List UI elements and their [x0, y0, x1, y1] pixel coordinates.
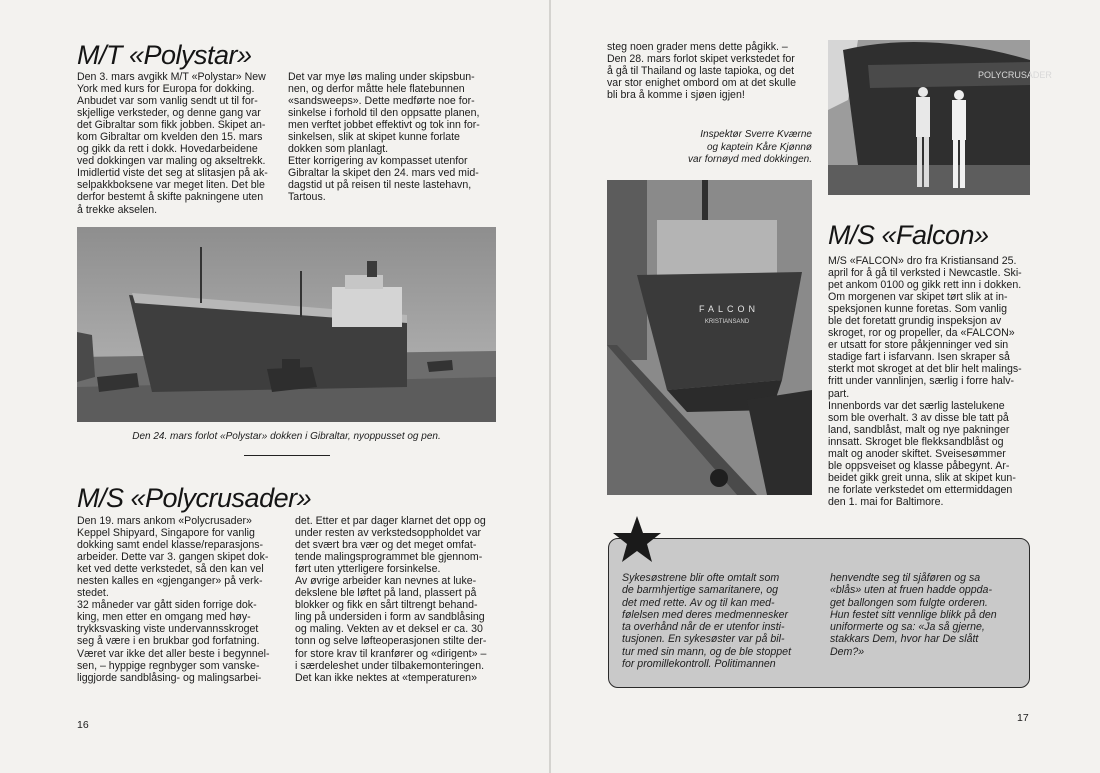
polystar-photo-caption: Den 24. mars forlot «Polystar» dokken i Gibraltar, nyoppusset og pen. — [132, 431, 441, 442]
falcon-photo — [607, 180, 812, 495]
page-number-left: 16 — [77, 719, 89, 731]
falcon-hull-port: KRISTIANSAND — [704, 319, 750, 325]
polystar-photo — [77, 227, 496, 422]
inspector-photo-caption: Inspektør Sverre Kværne og kaptein Kåre Kjønnø var fornøyd med dokkingen. — [688, 129, 812, 165]
page-number-right: 17 — [1017, 712, 1029, 724]
falcon-title: M/S «Falcon» — [828, 220, 989, 250]
anecdote-text-column-2: henvendte seg til sjåføren og sa «blås» uten at fruen hadde oppda- get ballongen som fulgte orderen. Hun festet sitt vennlige blikk på den uniformerte og sa: «Ja så gjerne, stakkars Dem, hvor har De slått Dem?» — [830, 572, 997, 658]
inspector-captain-photo — [828, 40, 1052, 195]
polystar-text-column-1: Den 3. mars avgikk M/T «Polystar» New York med kurs for Europa for dokking. Anbudet var som vanlig sendt ut til for- skjellige verksteder, og denne gang var det Gibraltar som fikk jobben. Skipet an- kom Gibraltar om kvelden den 15. mars og gikk da rett i dokk. Hovedarbeidene ved dokkingen var maling og akseltrekk. Imidlertid viste det seg at slitasjen på ak- selpakkboksene var meget liten. Det ble derfor bestemt å skifte pakningene uten å trekke akselen. — [77, 71, 268, 216]
anecdote-text-column-1: Sykesøstrene blir ofte omtalt som de barmhjertige samaritanere, og det med rette. Av og til kan med- følelsen med deres medmennesker ta overhånd når de er utenfor insti- tusjonen. En sykesøster var på bil- tur med sin mann, og de ble stoppet for promillekontroll. Politimannen — [622, 572, 792, 671]
polystar-title: M/T «Polystar» — [77, 40, 252, 70]
section-divider — [244, 455, 330, 456]
polycrusader-title: M/S «Polycrusader» — [77, 483, 312, 513]
polystar-text-column-2: Det var mye løs maling under skipsbun- nen, og derfor måtte hele flatebunnen «sandsweeps». Dette medførte noe for- sinkelse i forhold til den oppsatte planen, men verftet jobbet effektivt og tok inn for- sinkelsen, slik at skipet kunne forlate dokken som planlagt. Etter korrigering av kompasset utenfor Gibraltar la skipet den 24. mars ved mid- dagstid ut på reisen til neste lastehavn, Tartous. — [288, 71, 480, 204]
falcon-text: M/S «FALCON» dro fra Kristiansand 25. april for å gå til verksted i Newcastle. Ski- pet ankom 0100 og gikk rett inn i dokken. Om morgenen var skipet tørt slik at in- speksjonen kunne foretas. Som vanlig ble det foretatt grundig inspeksjon av skroget, ror og propeller, da «FALCON» er utsatt for store påkjenninger ved sin stadige fart i isfarvann. Isen skraper så sterkt mot skroget at det blir helt malings- fritt under vannlinjen, særlig i forre halv- part. Innenbords var det særlig lastelukene som ble overhalt. 3 av disse ble tatt på land, sandblåst, malt og nye pakninger innsatt. Skroget ble flekksandblåst og malt og anoder skiftet. Sveisesømmer ble oppsveiset og klasse påbegynt. Ar- beidet gikk greit unna, slik at skipet kun- ne forlate verkstedet om ettermiddagen den 1. mai for Baltimore. — [828, 255, 1022, 508]
polycrusader-text-column-1: Den 19. mars ankom «Polycrusader» Keppel Shipyard, Singapore for vanlig dokking samt endel klasse/reparasjons- arbeider. Dette var 3. gangen skipet dok- ket ved dette verkstedet, så den kan vel nesten kalles en «gjenganger» på verk- stedet. 32 måneder var gått siden forrige dok- king, men etter en omgang med høy- trykksvasking viste undervannsskroget seg å være i en brukbar god forfatning. Været var ikke det aller beste i begynnel- sen, – hyppige regnbyger som vanske- liggjorde sandblåsing- og malingsarbei- — [77, 515, 270, 684]
polycrusader-hull-name: POLYCRUSADER — [978, 70, 1052, 80]
falcon-hull-name: FALCON — [698, 304, 760, 314]
polycrusader-text-column-2: det. Etter et par dager klarnet det opp og under resten av verkstedsoppholdet var det svært bra vær og det meget omfat- tende malingsprogrammet ble gjennom- ført uten ytterligere forsinkelse. Av øvrige arbeider kan nevnes at luke- dekslene ble løftet på land, plassert på blokker og fikk en sårt tiltrengt behand- ling på undersiden i form av sandblåsing og maling. Vekten av et deksel er ca. 30 tonn og selve løfteoperasjonen stilte der- for store krav til kranfører og «dirigent» – i særdeleshet under tilbakemonteringen. Det kan ikke nektes at «temperaturen» — [295, 515, 487, 684]
polycrusader-continuation-text: steg noen grader mens dette pågikk. – Den 28. mars forlot skipet verkstedet for å gå til Thailand og laste tapioka, og det var stor enighet ombord om at det skulle bli bra å komme i sjøen igjen! — [607, 41, 797, 102]
star-icon — [610, 514, 664, 568]
